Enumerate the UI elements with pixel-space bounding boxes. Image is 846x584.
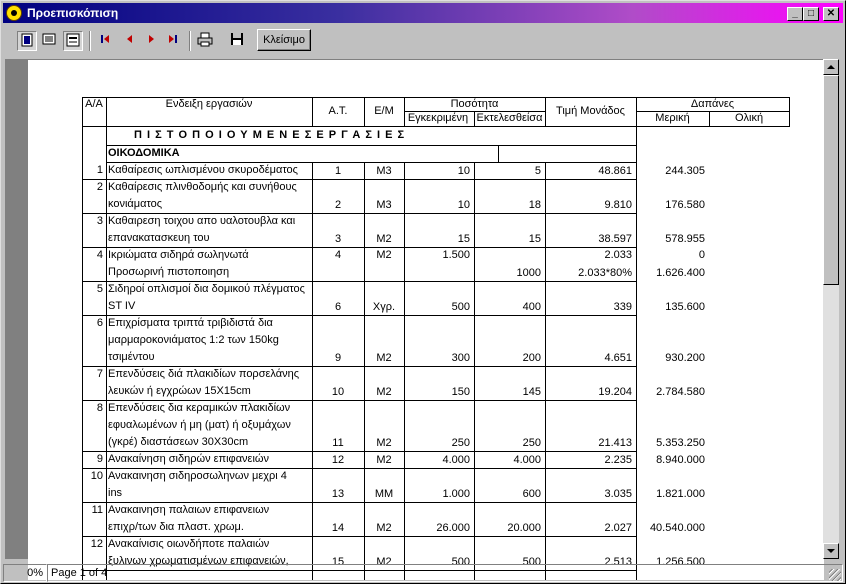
whole-page-icon	[19, 32, 35, 48]
app-icon	[6, 5, 22, 21]
row-partial: 8.940.000	[656, 454, 705, 466]
zoom-status: 0%	[3, 564, 47, 582]
row-unit-price: 48.861	[598, 165, 632, 177]
col-header-aa: Α/Α	[85, 98, 103, 110]
row-unit: Μ2	[376, 454, 392, 466]
column-line	[789, 97, 790, 126]
prev-page-icon	[121, 31, 137, 47]
close-icon: ✕	[826, 8, 836, 19]
row-unit-price: 4.651	[604, 352, 632, 364]
row-unit-price: 339	[613, 301, 632, 313]
category-title: ΟΙΚΟΔΟΜΙΚΑ	[108, 147, 180, 159]
row-description-line: ST IV	[108, 300, 136, 312]
row-description-line: Ανακαινηση σιδηροσωληνων μεχρι 4	[108, 470, 287, 482]
whole-page-button[interactable]	[17, 31, 37, 51]
row-description-line: Επενδύσεις διά πλακιδίων πορσελάνης	[108, 368, 299, 380]
row-partial: 5.353.250	[656, 437, 705, 449]
maximize-icon: □	[807, 8, 815, 19]
floppy-disk-icon	[229, 31, 245, 47]
scroll-down-button[interactable]	[823, 543, 839, 559]
column-line	[545, 97, 546, 126]
row-executed: 145	[522, 386, 541, 398]
row-description-line: Ανακαινηση παλαιων επιφανειων	[108, 504, 270, 516]
col-header-costs: Δαπάνες	[690, 98, 735, 110]
scroll-up-icon	[824, 60, 838, 74]
close-preview-button[interactable]: Κλείσιμο	[257, 29, 311, 51]
row-unit-price: 21.413	[598, 437, 632, 449]
row-aa: 11	[91, 504, 103, 516]
report-page	[28, 60, 824, 580]
row-approved: 500	[451, 301, 470, 313]
column-line	[636, 97, 637, 580]
col-header-executed: Εκτελεσθείσα	[476, 112, 543, 124]
scroll-up-button[interactable]	[823, 59, 839, 75]
next-page-button[interactable]	[141, 31, 161, 51]
row-description	[108, 247, 310, 281]
column-line	[364, 97, 365, 126]
row-executed: 400	[522, 301, 541, 313]
title-bar[interactable]	[3, 3, 843, 23]
row-partial-provisional: 1.626.400	[656, 267, 705, 279]
row-approved: 500	[451, 556, 470, 568]
row-aa: 1	[96, 164, 103, 176]
row-partial: 135.600	[665, 301, 705, 313]
row-unit: Μ2	[376, 556, 392, 568]
row-description-line: κονιάματος	[108, 198, 163, 210]
row-description-line: Προσωρινή πιστοποιηση	[108, 266, 230, 278]
row-at: 15	[331, 556, 345, 568]
col-header-approved: Εγκεκριμένη	[407, 112, 469, 124]
scroll-down-icon	[824, 544, 838, 558]
row-aa: 12	[90, 538, 103, 550]
row-approved: 10	[457, 199, 470, 211]
row-description	[108, 315, 310, 366]
row-description-line: επανακατασκευη του	[108, 232, 210, 244]
row-unit-price-provisional: 2.033*80%	[578, 267, 632, 279]
row-unit: ΜΜ	[374, 488, 394, 500]
row-description-line: μαρμαροκονιάματος 1:2 των 150kg	[108, 334, 279, 346]
first-page-button[interactable]	[95, 31, 115, 51]
col-header-partial: Μερική	[655, 112, 690, 124]
row-description-line: Σιδηροί οπλισμοί δια δομικού πλέγματος	[108, 283, 305, 295]
row-aa: 5	[96, 283, 103, 295]
toolbar-separator	[89, 31, 91, 51]
row-description	[108, 468, 310, 502]
row-unit: Μ2	[376, 386, 392, 398]
row-description-line: Καθαίρεσις ωπλισμένου σκυροδέματος	[108, 164, 298, 176]
row-at: 13	[331, 488, 345, 500]
section-title: Π Ι Σ Τ Ο Π Ο Ι Ο Υ Μ Ε Ν Ε Σ Ε Ρ Γ Α Σ Ι Ε Σ	[134, 129, 406, 141]
column-line	[106, 97, 107, 580]
row-at: 6	[334, 301, 342, 313]
column-line	[82, 97, 83, 580]
row-executed-provisional: 1000	[516, 267, 541, 279]
row-aa: 2	[96, 181, 103, 193]
row-aa: 3	[96, 215, 103, 227]
row-description-line: επιχρ/των δια πλαστ. χρωμ.	[108, 521, 244, 533]
zoom-100-button[interactable]	[63, 31, 83, 51]
toolbar-separator	[189, 31, 191, 51]
row-partial: 1.256.500	[656, 556, 705, 568]
row-description	[108, 502, 310, 536]
resize-grip[interactable]	[829, 569, 841, 581]
row-partial: 244.305	[665, 165, 705, 177]
zoom-100-icon	[65, 32, 81, 48]
row-unit: Μ2	[376, 233, 392, 245]
row-executed: 4.000	[513, 454, 541, 466]
row-partial: 0	[698, 249, 705, 261]
column-line	[312, 162, 313, 580]
row-executed: 250	[522, 437, 541, 449]
column-line	[404, 97, 405, 126]
column-line	[364, 162, 365, 580]
row-executed: 5	[534, 165, 541, 177]
row-description-line: ξυλινων χρωματισμένων επιφανειών,	[108, 555, 289, 567]
col-header-unit-price: Τιμή Μονάδος	[556, 105, 625, 117]
row-approved: 10	[457, 165, 470, 177]
first-page-icon	[97, 31, 113, 47]
row-unit: Μ3	[376, 165, 392, 177]
row-description-line: Επενδύσεις δια κεραμικών πλακιδίων	[108, 402, 291, 414]
col-header-total: Ολική	[734, 112, 764, 124]
row-aa: 8	[96, 402, 103, 414]
column-line	[312, 97, 313, 126]
row-description-line: Ικριώματα σιδηρά σωληνωτά	[108, 249, 249, 261]
col-header-at: Α.Τ.	[328, 105, 348, 117]
row-partial: 930.200	[665, 352, 705, 364]
row-partial: 578.955	[665, 233, 705, 245]
col-header-unit: Ε/Μ	[374, 105, 394, 117]
next-page-icon	[143, 31, 159, 47]
row-unit-price: 3.035	[604, 488, 632, 500]
last-page-icon	[165, 31, 181, 47]
row-unit: Μ3	[376, 199, 392, 211]
row-aa: 7	[96, 368, 103, 380]
column-line	[545, 162, 546, 580]
page-status: Page 1 of 4	[47, 564, 843, 582]
row-description	[108, 366, 310, 400]
row-description-line: Ανακαίνισις οιωνδήποτε παλαιών	[108, 538, 270, 550]
row-executed: 18	[528, 199, 541, 211]
row-description	[108, 213, 310, 247]
toolbar	[3, 25, 843, 57]
section-bottom-line	[106, 145, 636, 146]
row-unit: Μ2	[376, 352, 392, 364]
status-bar	[3, 563, 843, 583]
row-at: 9	[334, 352, 342, 364]
row-at: 11	[332, 437, 344, 449]
maximize-button[interactable]	[803, 7, 819, 21]
row-approved: 300	[451, 352, 470, 364]
row-description	[108, 179, 310, 213]
column-line	[404, 162, 405, 580]
row-description-line: Καθαιρεση τοιχου απο υαλοτουβλα και	[108, 215, 296, 227]
column-line	[709, 111, 710, 126]
row-partial: 176.580	[665, 199, 705, 211]
preview-viewport[interactable]	[5, 59, 823, 568]
row-aa: 10	[90, 470, 103, 482]
row-executed: 20.000	[507, 522, 541, 534]
minimize-button[interactable]	[787, 7, 803, 21]
row-description-line: Ανακαίνηση σιδηρών επιφανειών	[108, 453, 269, 465]
row-description-line: (γκρέ) διαστάσεων 30Χ30cm	[108, 436, 249, 448]
row-unit-price: 2.027	[604, 522, 632, 534]
row-partial: 40.540.000	[649, 522, 705, 534]
row-approved: 1.000	[442, 488, 470, 500]
header-bottom-line	[82, 126, 790, 127]
row-unit: Χγρ.	[372, 301, 396, 313]
row-approved: 250	[451, 437, 470, 449]
row-description-line: Επιχρίσματα τριπτά τριβιδιστά δια	[108, 317, 273, 329]
close-window-button[interactable]	[823, 7, 839, 21]
row-at: 12	[331, 454, 345, 466]
print-button[interactable]	[195, 31, 215, 51]
row-at: 14	[331, 522, 345, 534]
row-approved: 15	[457, 233, 470, 245]
column-line	[474, 111, 475, 126]
row-unit: Μ2	[376, 522, 392, 534]
row-executed: 15	[528, 233, 541, 245]
minimize-icon: _	[792, 8, 798, 19]
col-header-description: Ενδειξη εργασιών	[165, 98, 253, 110]
row-executed: 600	[522, 488, 541, 500]
page-width-button[interactable]	[39, 31, 59, 51]
row-at: 1	[334, 165, 342, 177]
row-unit-price: 2.235	[604, 454, 632, 466]
row-unit: Μ2	[376, 437, 392, 449]
last-page-button[interactable]	[163, 31, 183, 51]
row-partial: 1.821.000	[656, 488, 705, 500]
row-description-line: εφυαλωμένων ή μη (ματ) ή οξυμάχων	[108, 419, 291, 431]
column-line	[474, 162, 475, 580]
row-description	[108, 162, 310, 179]
page-width-icon	[41, 31, 57, 47]
row-at: 3	[334, 233, 342, 245]
row-approved: 4.000	[442, 454, 470, 466]
row-aa: 9	[96, 453, 103, 465]
row-aa: 4	[96, 249, 103, 261]
column-line	[498, 145, 499, 162]
printer-icon	[197, 31, 213, 47]
row-approved: 26.000	[436, 522, 470, 534]
row-unit-price: 2.513	[604, 556, 632, 568]
row-description	[108, 400, 310, 451]
row-partial: 2.784.580	[656, 386, 705, 398]
window-title: Προεπισκόπιση	[27, 6, 119, 20]
row-unit-price: 19.204	[598, 386, 632, 398]
row-unit-price: 2.033	[604, 249, 632, 261]
row-description-line: τσιμέντου	[108, 351, 155, 363]
scroll-thumb[interactable]	[823, 75, 839, 285]
row-aa: 6	[96, 317, 103, 329]
row-description	[108, 451, 310, 468]
save-button[interactable]	[227, 31, 247, 51]
row-unit-price: 9.810	[604, 199, 632, 211]
row-description-line: ins	[108, 487, 123, 499]
col-header-quantity: Ποσότητα	[450, 98, 499, 110]
row-executed: 200	[522, 352, 541, 364]
vertical-scrollbar[interactable]	[823, 59, 839, 559]
row-at: 2	[334, 199, 342, 211]
row-description-line: λευκών ή εγχρώων 15Χ15cm	[108, 385, 251, 397]
row-approved: 150	[451, 386, 470, 398]
row-description-line: Καθαίρεσις πλινθοδομής και συνήθους	[108, 181, 297, 193]
row-unit: Μ2	[376, 249, 392, 261]
row-approved: 1.500	[442, 249, 470, 261]
row-at: 4	[334, 249, 342, 261]
prev-page-button[interactable]	[119, 31, 139, 51]
row-executed: 500	[522, 556, 541, 568]
row-description	[108, 281, 310, 315]
row-unit-price: 38.597	[598, 233, 632, 245]
row-at: 10	[331, 386, 345, 398]
